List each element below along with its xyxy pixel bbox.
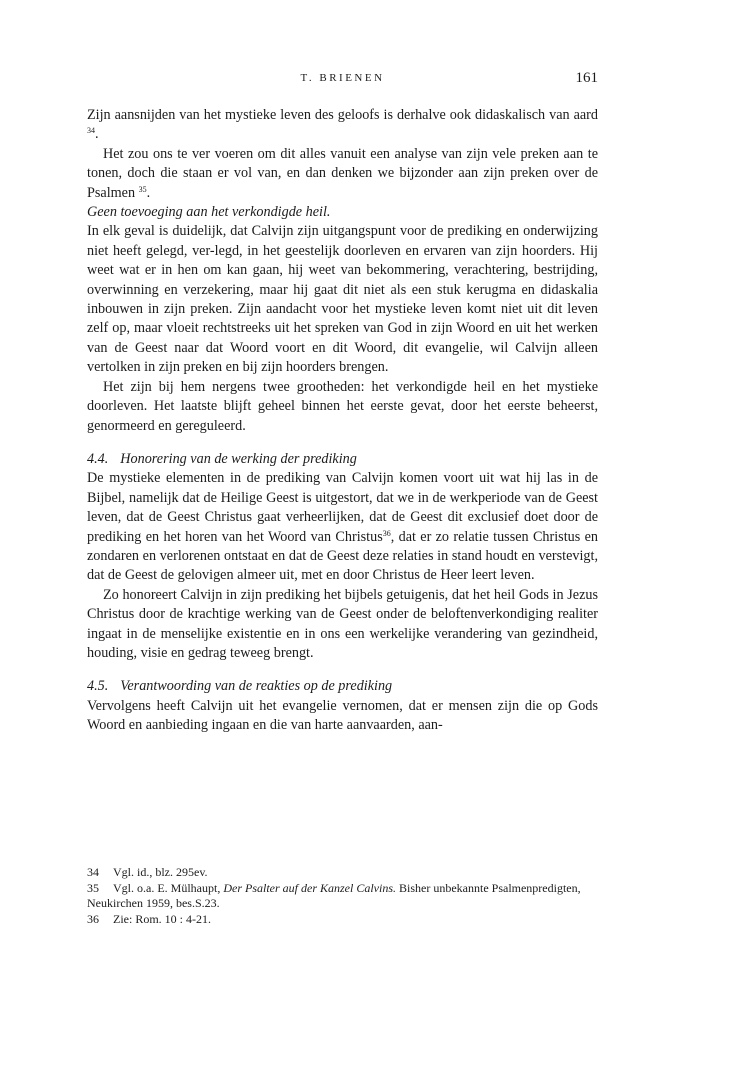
paragraph: Zo honoreert Calvijn in zijn prediking het bijbels getuigenis, dat het heil Gods in Jezus Christus door de krachtige werking van de Geest onder de beloftenverkondiging realiter ingaat in de menselijke existentie en in ons een werkelijke verandering van gezindheid, houding, visie en gedrag teweeg brengt. xyxy=(87,586,598,661)
footnote-number: 36 xyxy=(87,911,99,926)
paragraph-text: , dat er zo relatie tussen Christus en zondaren en verlorenen ontstaat en dat de Geest deze relaties in stand houdt en verstevigt, dat de Geest de gelovigen almeer uit, met en door Christus de Heer leert leven. xyxy=(87,528,598,584)
section-heading: Geen toevoeging aan het verkondigde heil. xyxy=(87,204,331,221)
paragraph xyxy=(87,469,598,585)
paragraph-end: . xyxy=(146,184,151,201)
paragraph-text: De mystieke elementen in de prediking van Calvijn komen voort uit wat hij las in de Bijbel, namelijk dat de Heilige Geest is uitgestort, dat we in de werkperiode van de Geest leven, dat de Geest Christus gaat verheerlijken, dat de Geest dit exclusief doet door de prediking en het horen van het Woord van Christus xyxy=(87,470,598,545)
paragraph xyxy=(87,106,598,145)
paragraph xyxy=(87,145,598,203)
footnote-text: Bisher unbekannte Psalmenpredigten, Neukirchen 1959, bes.S.23. xyxy=(87,880,581,910)
paragraph-text: Zijn aansnijden van het mystieke leven des geloofs is derhalve ook didaskalisch van aard xyxy=(87,107,598,123)
footnote-number: 34 xyxy=(87,865,99,879)
footnote xyxy=(87,912,598,928)
page-number: 161 xyxy=(575,70,598,86)
body-text xyxy=(87,106,598,736)
footnote-ref: 35 xyxy=(138,184,147,194)
paragraph-end: . xyxy=(95,126,99,143)
footnote-text: Vgl. o.a. E. Mülhaupt, xyxy=(113,880,224,895)
paragraph-text: Het zou ons te ver voeren om dit alles vanuit een analyse van zijn vele preken aan te tonen, doch die staan er vol van, en dan denken we bijzonder aan zijn preken over de Psalmen xyxy=(87,145,598,201)
paragraph: In elk geval is duidelijk, dat Calvijn zijn uitgangspunt voor de prediking en onderwijzing niet heeft gelegd, ver-legd, in het geestelijk doorleven en ervaren van zijn hoorders. Hij weet wat er in hen om kan gaan, hij weet van bekommering, verachtering, bestrijding, overwinning en verzekering, maar hij gaat dit niet als een stuk kerugma en didaskalia inbouwen in zijn preken. Zijn aandacht voor het mystieke leven komt niet uit dit leven zelf op, maar vloeit rechtstreeks uit het spreken van God in zijn Woord en uit het werken van de Geest naar dat Woord voort en dit Woord, dit evangelie, wil Calvijn alleen vertolken in zijn preken en bij zijn hoorders brengen. xyxy=(87,223,598,376)
footnote-text: Zie: Rom. 10 : 4-21. xyxy=(113,911,211,926)
section-title: Verantwoording van de reakties op de prediking xyxy=(120,678,393,695)
running-head xyxy=(87,70,598,90)
footnote-title: Der Psalter auf der Kanzel Calvins. xyxy=(223,880,396,895)
section-number: 4.4. xyxy=(87,450,109,467)
paragraph: Het zijn bij hem nergens twee grootheden: het verkondigde heil en het mystieke doorleven. Het laatste blijft geheel binnen het eerste gevat, door het eerste beheerst, genormeerd en gereguleerd. xyxy=(87,378,598,434)
running-head-author: T. BRIENEN xyxy=(300,72,385,84)
footnote xyxy=(87,865,598,881)
footnote-number: 35 xyxy=(87,880,99,895)
paragraph: Vervolgens heeft Calvijn uit het evangelie vernomen, dat er mensen zijn die op Gods Woord en aanbieding ingaan en die van harte aanvaarden, aan- xyxy=(87,697,598,734)
section-title: Honorering van de werking der prediking xyxy=(120,450,357,467)
footnote-ref: 36 xyxy=(382,528,391,538)
footnote xyxy=(87,881,598,912)
section-heading xyxy=(87,450,598,469)
section-heading xyxy=(87,677,598,696)
footnote-text: Vgl. id., blz. 295ev. xyxy=(113,865,208,879)
footnotes xyxy=(87,865,598,927)
book-page xyxy=(87,0,598,1068)
footnote-ref: 34 xyxy=(87,126,95,136)
section-number: 4.5. xyxy=(87,678,109,695)
